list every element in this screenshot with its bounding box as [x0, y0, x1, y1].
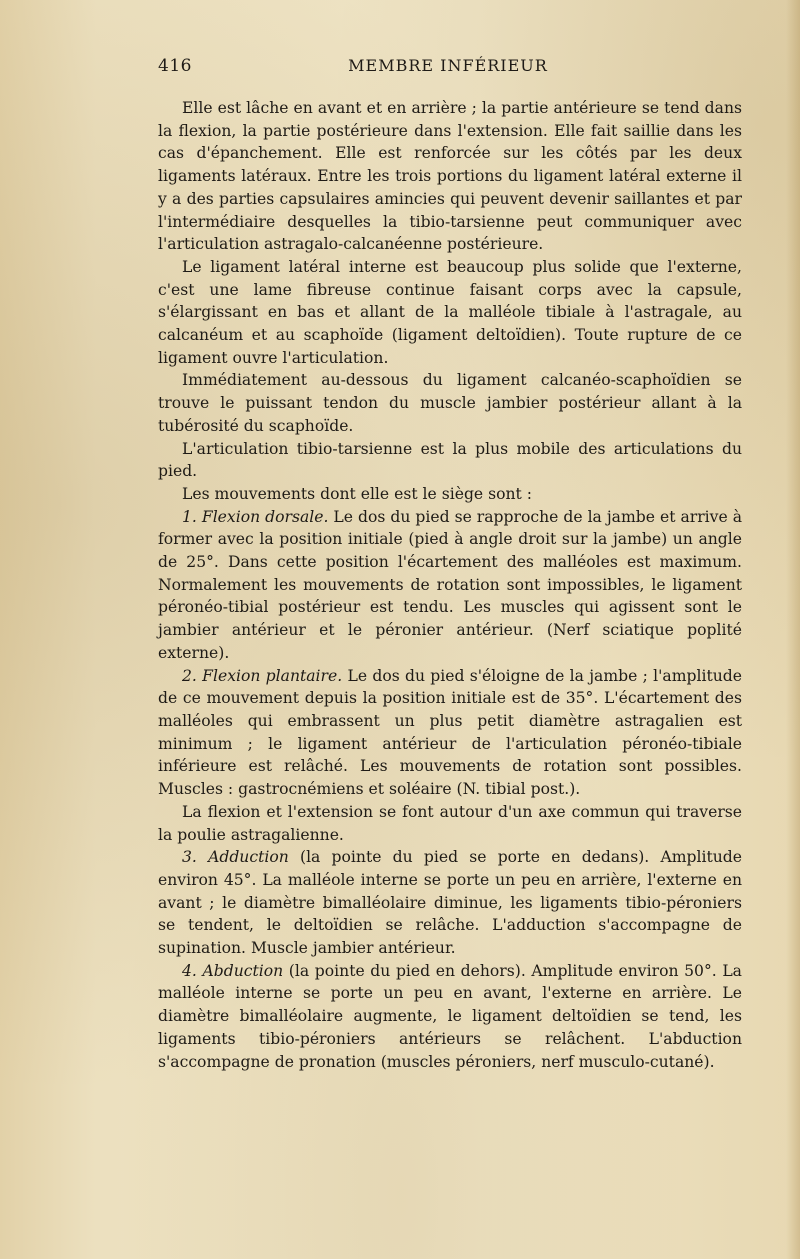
paragraph-capsule — [158, 97, 742, 256]
body-text — [158, 97, 742, 1073]
paragraph-text: (la pointe du pied se porte en dedans). Amplitude environ 45°. La malléole interne se porte un peu en arrière, l'externe en avant ; le diamètre bimalléolaire diminue, les ligaments tibio-péroniers se tendent, le deltoïdien se relâche. L'adduction s'accompagne de supination. Muscle jambier antérieur. — [158, 848, 742, 958]
paragraph-text: (la pointe du pied en dehors). Amplitude environ 50°. La malléole interne se porte un peu en avant, l'externe en arrière. Le diamètre bimalléolaire augmente, le ligament deltoïdien se tend, les ligaments tibio-péroniers antérieurs se relâchent. L'abduction s'accompagne de pronation (muscles péroniers, nerf musculo-cutané). — [158, 961, 742, 1071]
paragraph-text: Immédiatement au-dessous du ligament calcanéo-scaphoïdien se trouve le puissant tendon du muscle jambier postérieur allant à la tubérosité du scaphoïde. — [158, 371, 742, 435]
paragraph-mouvements — [158, 483, 742, 506]
paragraph-text: L'articulation tibio-tarsienne est la plus mobile des articulations du pied. — [158, 439, 742, 481]
page-number: 416 — [158, 56, 192, 76]
paragraph-mobilite — [158, 438, 742, 483]
paragraph-tendon — [158, 369, 742, 437]
item-label: 3. Adduction — [182, 848, 289, 867]
paragraph-axe — [158, 801, 742, 846]
running-head: MEMBRE INFÉRIEUR — [348, 56, 548, 75]
item-label: 4. Abduction — [182, 961, 284, 980]
paragraph-abduction — [158, 960, 742, 1074]
paragraph-flexion-plantaire — [158, 665, 742, 801]
paragraph-text: Elle est lâche en avant et en arrière ; la partie antérieure se tend dans la flexion, la partie postérieure dans l'extension. Elle fait saillie dans les cas d'épanchement. Elle est renforcée sur les côtés par les deux ligaments latéraux. Entre les trois portions du ligament latéral externe il y a des parties capsulaires amincies qui peuvent devenir saillantes et par l'intermédiaire desquelles la tibio-tarsienne peut communiquer avec l'articulation astragalo-calcanéenne postérieure. — [158, 99, 742, 254]
paragraph-text: Le dos du pied s'éloigne de la jambe ; l'amplitude de ce mouvement depuis la position initiale est de 35°. L'écartement des malléoles qui embrassent un plus petit diamètre astragalien est minimum ; le ligament antérieur de l'articulation péronéo-tibiale inférieure est relâché. Les mouvements de rotation sont possibles. Muscles : gastrocnémiens et soléaire (N. tibial post.). — [158, 666, 742, 799]
page-header — [158, 56, 738, 80]
paragraph-text: Le dos du pied se rapproche de la jambe et arrive à former avec la position initiale (pied à angle droit sur la jambe) un angle de 25°. Dans cette position l'écartement des malléoles est maximum. Normalement les mouvements de rotation sont impossibles, le ligament péronéo-tibial postérieur est tendu. Les muscles qui agissent sont le jambier antérieur et le péronier antérieur. (Nerf sciatique poplité externe). — [158, 507, 742, 662]
paragraph-adduction — [158, 846, 742, 960]
paragraph-text: Le ligament latéral interne est beaucoup plus solide que l'externe, c'est une lame fibreuse continue faisant corps avec la capsule, s'élargissant en bas et allant de la malléole tibiale à l'astragale, au calcanéum et au scaphoïde (ligament deltoïdien). Toute rupture de ce ligament ouvre l'articulation. — [158, 257, 742, 367]
paragraph-flexion-dorsale — [158, 506, 742, 665]
item-label: 2. Flexion plantaire. — [182, 666, 343, 685]
item-label: 1. Flexion dorsale. — [182, 507, 329, 526]
paragraph-text: Les mouvements dont elle est le siège sont : — [182, 484, 533, 503]
page-edge-shadow — [786, 0, 800, 1259]
paragraph-text: La flexion et l'extension se font autour d'un axe commun qui traverse la poulie astragalienne. — [158, 802, 742, 844]
paragraph-ligament-interne — [158, 256, 742, 370]
